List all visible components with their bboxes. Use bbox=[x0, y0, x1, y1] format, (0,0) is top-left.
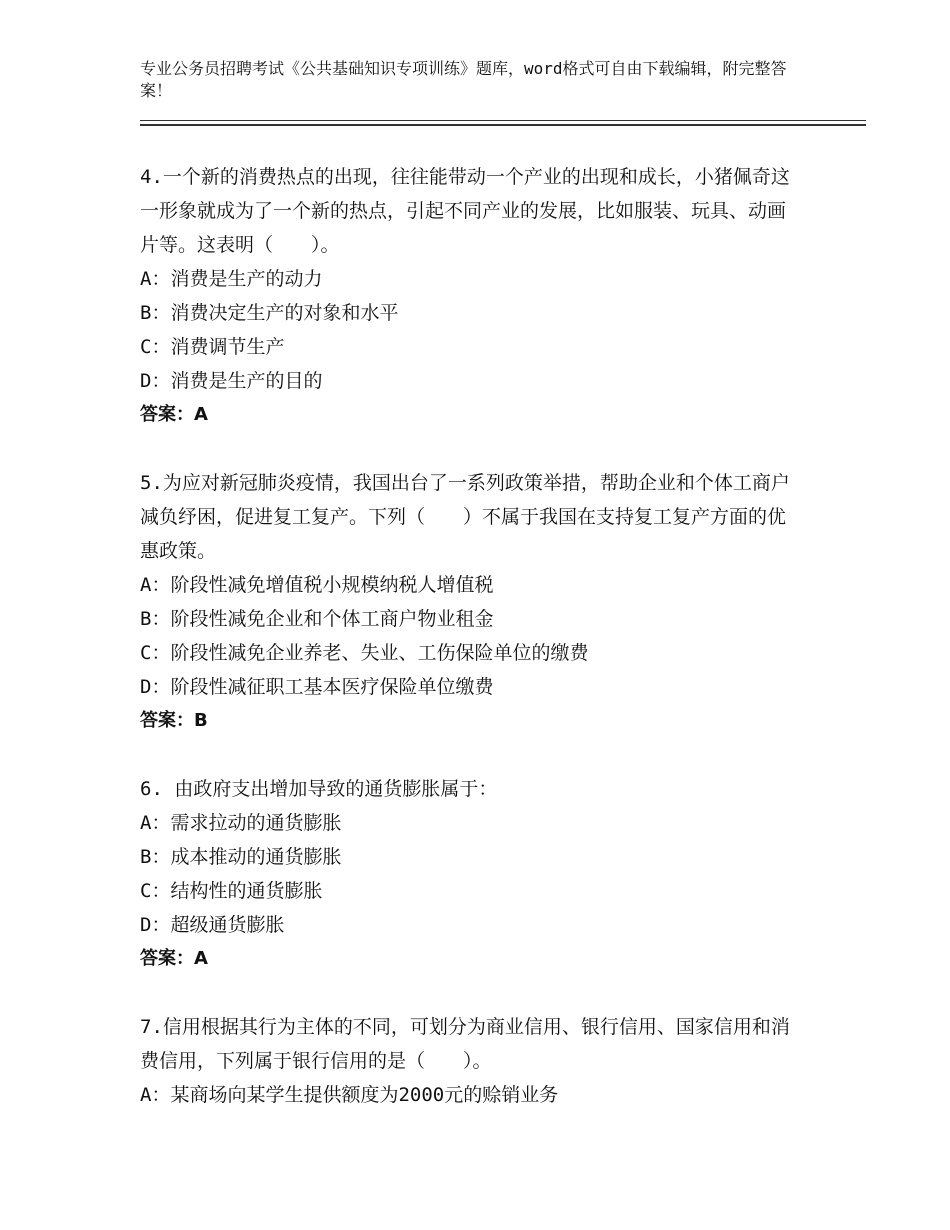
question-stem: 5.为应对新冠肺炎疫情，我国出台了一系列政策举措，帮助企业和个体工商户减负纾困，促进复工复产。下列（ ）不属于我国在支持复工复产方面的优惠政策。 bbox=[140, 472, 790, 562]
question-5 bbox=[140, 466, 800, 738]
option-b: B：成本推动的通货膨胀 bbox=[140, 846, 342, 868]
question-7 bbox=[140, 1010, 800, 1112]
question-4 bbox=[140, 160, 800, 432]
option-a: A：需求拉动的通货膨胀 bbox=[140, 812, 342, 834]
question-stem: 4.一个新的消费热点的出现，往往能带动一个产业的出现和成长，小猪佩奇这一形象就成为了一个新的热点，引起不同产业的发展，比如服装、玩具、动画片等。这表明（ ）。 bbox=[140, 166, 790, 256]
document-header: 专业公务员招聘考试《公共基础知识专项训练》题库，word格式可自由下载编辑，附完整答案！ bbox=[140, 59, 787, 100]
header-divider-thick bbox=[140, 124, 866, 126]
question-stem: 6. 由政府支出增加导致的通货膨胀属于： bbox=[140, 778, 498, 800]
option-c: C：消费调节生产 bbox=[140, 336, 285, 358]
question-list bbox=[140, 160, 800, 1146]
answer-label: 答案：B bbox=[140, 710, 208, 731]
option-b: B：阶段性减免企业和个体工商户物业租金 bbox=[140, 608, 494, 630]
option-d: D：阶段性减征职工基本医疗保险单位缴费 bbox=[140, 676, 494, 698]
option-c: C：阶段性减免企业养老、失业、工伤保险单位的缴费 bbox=[140, 642, 589, 664]
option-a: A：某商场向某学生提供额度为2000元的赊销业务 bbox=[140, 1084, 559, 1106]
option-a: A：阶段性减免增值税小规模纳税人增值税 bbox=[140, 574, 494, 596]
option-a: A：消费是生产的动力 bbox=[140, 268, 323, 290]
option-d: D：消费是生产的目的 bbox=[140, 370, 323, 392]
header-divider-thin bbox=[140, 120, 866, 121]
question-6 bbox=[140, 772, 800, 976]
answer-label: 答案：A bbox=[140, 404, 208, 425]
option-d: D：超级通货膨胀 bbox=[140, 914, 285, 936]
option-b: B：消费决定生产的对象和水平 bbox=[140, 302, 399, 324]
answer-label: 答案：A bbox=[140, 948, 208, 969]
option-c: C：结构性的通货膨胀 bbox=[140, 880, 323, 902]
question-stem: 7.信用根据其行为主体的不同，可划分为商业信用、银行信用、国家信用和消费信用，下列属于银行信用的是（ ）。 bbox=[140, 1016, 790, 1072]
